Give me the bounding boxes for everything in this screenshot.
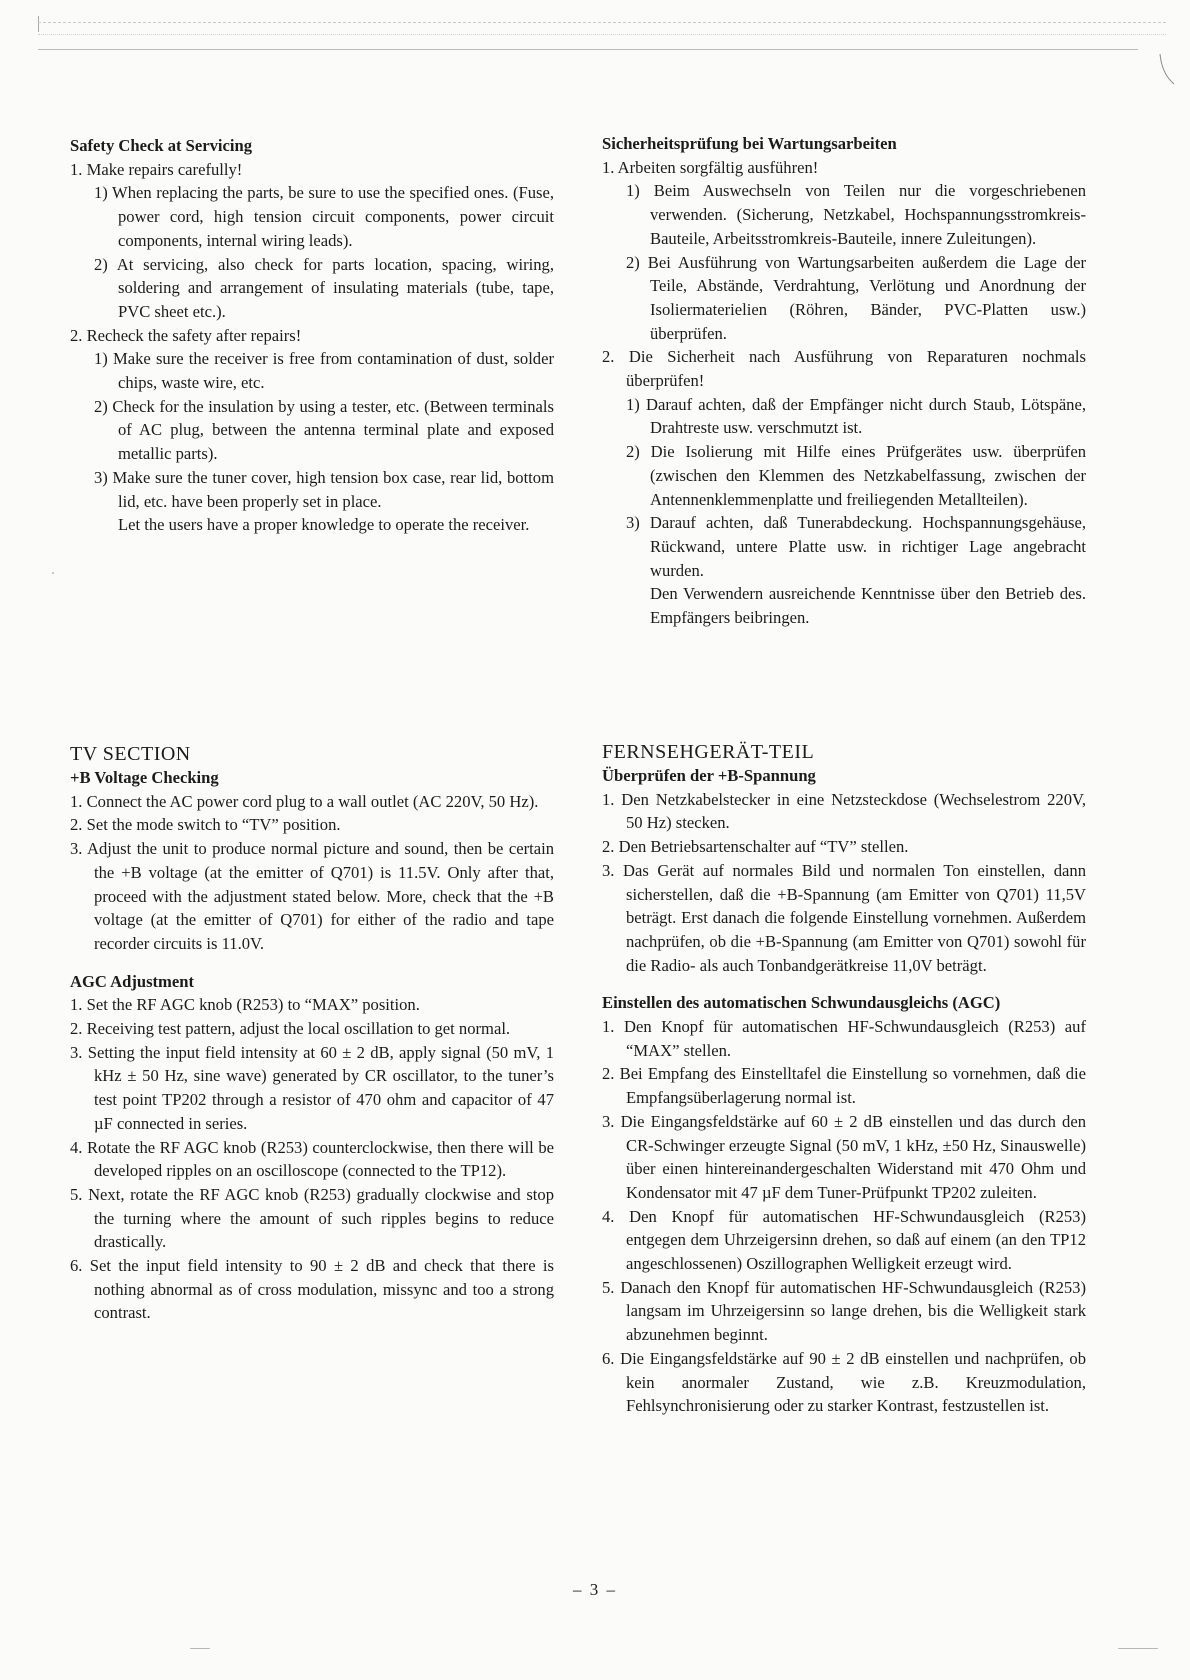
- safety-title-de: Sicherheitsprüfung bei Wartungsarbeiten: [602, 134, 897, 153]
- list-item: 2) At servicing, also check for parts location, spacing, wiring, soldering and arrangement of insulating materials (tube, tape, PVC sheet etc.).: [94, 254, 554, 321]
- list-item: 1. Den Netzkabelstecker in eine Netzsteckdose (Wechselestrom 220V, 50 Hz) stecken.: [602, 789, 1086, 833]
- b-voltage-title-de: Überprüfen der +B-Spannung: [602, 766, 816, 785]
- list-item: 2. Die Sicherheit nach Ausführung von Reparaturen nochmals überprüfen!: [602, 347, 1086, 391]
- list-item: 1. Make repairs carefully!: [70, 159, 243, 179]
- list-item: 3. Das Gerät auf normales Bild und normalen Ton einstellen, dann sicherstellen, daß die +B-Spannung (am Emitter von Q701) 11,5V beträgt. Erst danach die folgende Einstellung vornehmen. Außerdem nachprüfen, ob die +B-Spannung (am Emitter von Q701) sowohl für die Radio- als auch Tonbandgerätkreise 11,0V beträgt.: [602, 860, 1086, 975]
- scan-speck: [1118, 1648, 1158, 1649]
- list-item: 3) Make sure the tuner cover, high tension box case, rear lid, bottom lid, etc. have been properly set in place.: [94, 467, 554, 511]
- safety-section-de: [602, 132, 1086, 630]
- list-item: 5. Next, rotate the RF AGC knob (R253) gradually clockwise and stop the turning where the amount of such ripples begins to reduce drastically.: [70, 1184, 554, 1252]
- list-item: 3. Adjust the unit to produce normal picture and sound, then be certain the +B voltage (at the emitter of Q701) is 11.5V. Only after that, proceed with the adjustment stated below. More, check that the +B voltage (at the emitter of Q701) for either of the radio and tape recorder circuits is 11.0V.: [70, 839, 554, 953]
- agc-title-de: Einstellen des automatischen Schwundausgleichs (AGC): [602, 993, 1001, 1013]
- list-item: 2) Check for the insulation by using a tester, etc. (Between terminals of AC plug, between the antenna terminal plate and exposed metallic parts).: [94, 396, 554, 464]
- list-item: 1) Make sure the receiver is free from contamination of dust, solder chips, waste wire, etc.: [94, 349, 554, 393]
- list-item: 2. Set the mode switch to “TV” position.: [70, 815, 341, 835]
- header-line: [38, 34, 1166, 35]
- corner-mark: [1158, 52, 1176, 86]
- header-line: [38, 22, 1166, 23]
- tv-section-de: [602, 740, 1086, 1418]
- list-item: 4. Den Knopf für automatischen HF-Schwundausgleich (R253) entgegen dem Uhrzeigersinn drehen, so daß auf einem (an den TP12 angeschlossenen) Oszillographen Welligkeit erzeugt wird.: [602, 1206, 1086, 1274]
- header-tick: [38, 16, 39, 32]
- list-item-continuation: Den Verwendern ausreichende Kenntnisse über den Betrieb des. Empfängers beibringen.: [650, 584, 1086, 628]
- list-item: 1) When replacing the parts, be sure to use the specified ones. (Fuse, power cord, high tension circuit components, power circuit components, internal wiring leads).: [94, 183, 554, 250]
- agc-title-en: AGC Adjustment: [70, 971, 194, 991]
- list-item: 6. Die Eingangsfeldstärke auf 90 ± 2 dB einstellen und nachprüfen, ob kein anormaler Zustand, wie z.B. Kreuzmodulation, Fehlsynchronisierung oder zu starker Kontrast, festzustellen ist.: [602, 1348, 1086, 1416]
- list-item-continuation: Let the users have a proper knowledge to operate the receiver.: [118, 515, 530, 535]
- list-item: 2. Recheck the safety after repairs!: [70, 325, 302, 345]
- tv-section-title-de: FERNSEHGERÄT-TEIL: [602, 741, 815, 763]
- tv-section-en: [70, 742, 554, 1325]
- tv-section-title-en: TV SECTION: [70, 743, 191, 765]
- list-item: 2. Receiving test pattern, adjust the local oscillation to get normal.: [70, 1019, 511, 1039]
- list-item: 3) Darauf achten, daß Tunerabdeckung. Hochspannungsgehäuse, Rückwand, untere Platte usw. in richtiger Lage angebracht wurden.: [626, 513, 1086, 580]
- list-item: 2) Die Isolierung mit Hilfe eines Prüfgerätes usw. überprüfen (zwischen den Klemmen des Netzkabelfassung, zwischen der Antennenklemmenplatte und freiliegenden Metallteilen).: [626, 442, 1086, 509]
- list-item: 1. Den Knopf für automatischen HF-Schwundausgleich (R253) auf “MAX” stellen.: [602, 1017, 1086, 1060]
- list-item: 1. Set the RF AGC knob (R253) to “MAX” position.: [70, 995, 420, 1015]
- safety-title-en: Safety Check at Servicing: [70, 136, 253, 155]
- list-item: 2. Bei Empfang des Einstelltafel die Einstellung so vornehmen, daß die Empfangsüberlagerung normal ist.: [602, 1064, 1086, 1108]
- list-item: 3. Die Eingangsfeldstärke auf 60 ± 2 dB einstellen und das durch den CR-Schwinger erzeugte Signal (50 mV, 1 kHz, ±50 Hz, Sinauswelle) über einen hintereinandergeschalten Widerstand mit 470 Ohm und Kondensator mit 47 µF dem Tuner-Prüfpunkt TP202 zuleiten.: [602, 1111, 1086, 1202]
- list-item: 6. Set the input field intensity to 90 ± 2 dB and check that there is nothing abnormal as of cross modulation, missync and too a strong contrast.: [70, 1256, 554, 1323]
- list-item: 1. Connect the AC power cord plug to a wall outlet (AC 220V, 50 Hz).: [70, 791, 539, 811]
- list-item: 4. Rotate the RF AGC knob (R253) counterclockwise, then there will be developed ripples on an oscilloscope (connected to the TP12).: [70, 1137, 554, 1181]
- list-item: 5. Danach den Knopf für automatischen HF-Schwundausgleich (R253) langsam im Uhrzeigersinn so lange drehen, bis die Welligkeit stark abzunehmen beginnt.: [602, 1277, 1086, 1345]
- page-number: – 3 –: [573, 1580, 617, 1599]
- header-line: [38, 49, 1138, 50]
- scan-header-lines: [38, 16, 1168, 54]
- scan-speck: [52, 572, 54, 574]
- scan-speck: [190, 1648, 210, 1649]
- safety-section-en: [70, 134, 554, 537]
- list-item: 1) Beim Auswechseln von Teilen nur die vorgeschriebenen verwenden. (Sicherung, Netzkabel, Hochspannungsstromkreis-Bauteile, Arbeitsstromkreis-Bauteile, innere Zuleitungen).: [626, 181, 1086, 248]
- list-item: 2. Den Betriebsartenschalter auf “TV” stellen.: [602, 837, 909, 857]
- list-item: 2) Bei Ausführung von Wartungsarbeiten außerdem die Lage der Teile, Abstände, Verdrahtung, Verlötung und Anordnung der Isoliermaterielien (Röhren, Bänder, PVC-Platten usw.) überprüfen.: [626, 252, 1086, 343]
- b-voltage-title-en: +B Voltage Checking: [70, 768, 219, 787]
- list-item: 3. Setting the input field intensity at 60 ± 2 dB, apply signal (50 mV, 1 kHz ± 50 Hz, sine wave) generated by CR oscillator, to the tuner’s test point TP202 through a resistor of 470 ohm and capacitor of 47 µF connected in series.: [70, 1042, 554, 1133]
- list-item: 1) Darauf achten, daß der Empfänger nicht durch Staub, Lötspäne, Drahtreste usw. verschmutzt ist.: [626, 394, 1086, 438]
- list-item: 1. Arbeiten sorgfältig ausführen!: [602, 157, 819, 177]
